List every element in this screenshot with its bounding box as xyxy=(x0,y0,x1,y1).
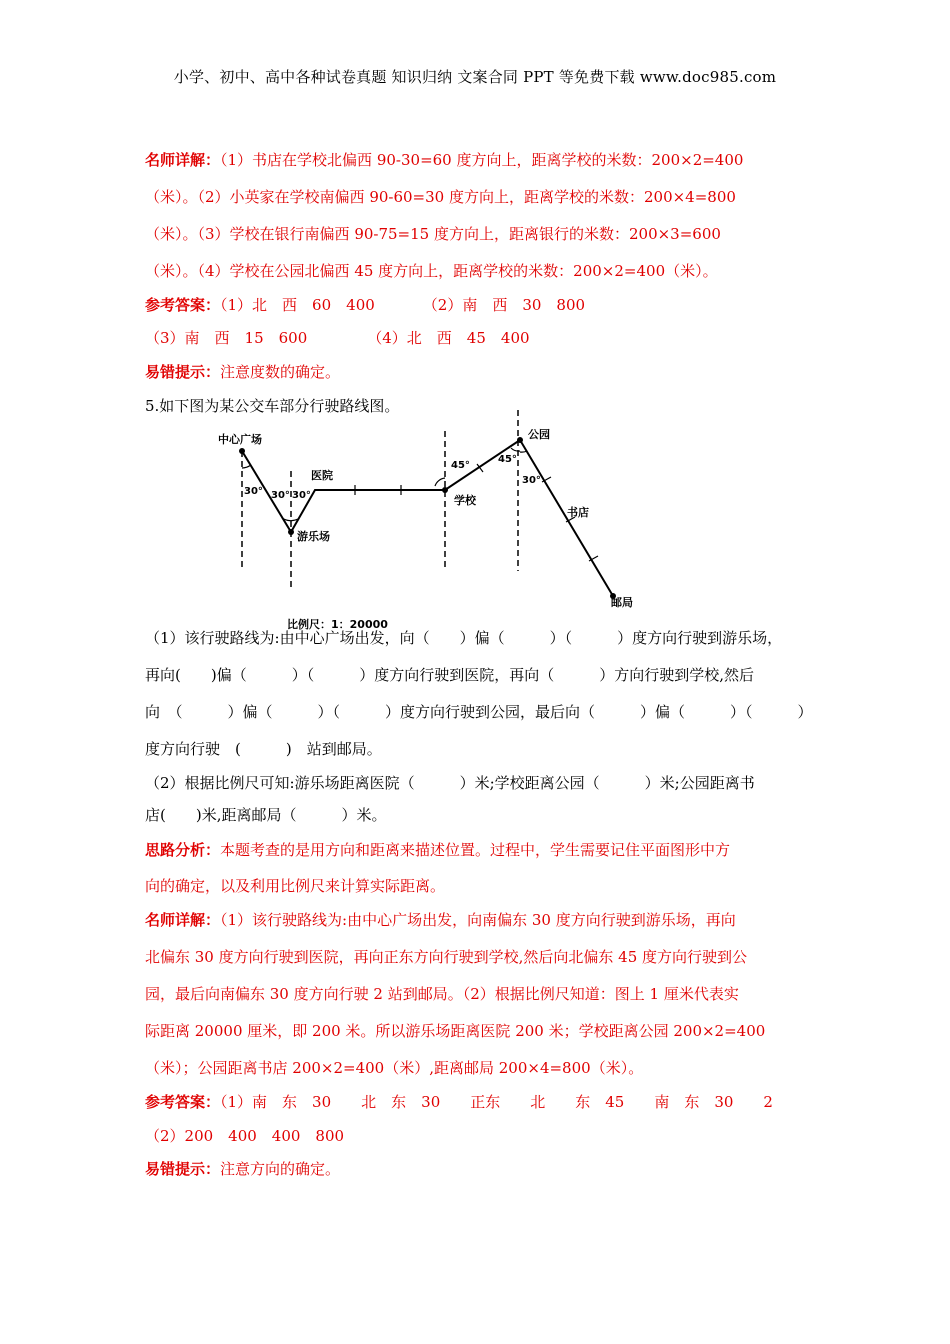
answer5-line-2: （2）200 400 400 800 xyxy=(145,1127,345,1145)
analysis-text: 本题考查的是用方向和距离来描述位置。过程中，学生需要记住平面图形中方 xyxy=(220,841,731,859)
explain-line-4: （米）。（4）学校在公园北偏西 45 度方向上，距离学校的米数：200×2=400（米）。 xyxy=(145,262,718,280)
explain5-text: （1）该行驶路线为:由中心广场出发，向南偏东 30 度方向行驶到游乐场，再向 xyxy=(220,911,736,929)
explain5-line-3: 园，最后向南偏东 30 度方向行驶 2 站到邮局。（2）根据比例尺知道：图上 1 厘米代表实 xyxy=(145,985,739,1003)
stop-center-square xyxy=(239,448,245,454)
answer-part: （3）南 西 15 600 xyxy=(145,329,308,347)
tip-label: 易错提示： xyxy=(145,363,221,381)
q2-line-1: （2）根据比例尺可知:游乐场距离医院（ ）米;学校距离公园（ ）米;公园距离书 xyxy=(145,774,755,792)
explain-line-1 xyxy=(145,150,743,170)
answer-part: （1）北 西 60 400 xyxy=(220,296,375,314)
angle-arc xyxy=(242,465,251,468)
explain5-line-4: 际距离 20000 厘米，即 200 米。所以游乐场距离医院 200 米；学校距离公园 200×2=400 xyxy=(145,1022,766,1040)
answer5-label: 参考答案： xyxy=(145,1093,221,1111)
tip5-line xyxy=(145,1159,340,1179)
tip-text: 注意度数的确定。 xyxy=(220,363,341,381)
answer-part: （2）南 西 30 800 xyxy=(422,296,586,314)
explain-text: （1）书店在学校北偏西 90-30=60 度方向上，距离学校的米数：200×2=400 xyxy=(220,151,744,169)
label-school: 学校 xyxy=(454,494,476,507)
angle-label: 30° xyxy=(244,486,263,497)
tip5-label: 易错提示： xyxy=(145,1160,221,1178)
angle-label: 45° xyxy=(498,454,517,465)
answer-part: （4）北 西 45 400 xyxy=(367,329,530,347)
label-center-square: 中心广场 xyxy=(218,433,262,446)
explain5-line-1 xyxy=(145,910,736,930)
question-title: 5.如下图为某公交车部分行驶路线图。 xyxy=(145,397,400,415)
tip5-text: 注意方向的确定。 xyxy=(220,1160,341,1178)
page-header: 小学、初中、高中各种试卷真题 知识归纳 文案合同 PPT 等免费下载 www.doc985.com xyxy=(173,68,777,86)
scale-label: 比例尺：1：20000 xyxy=(287,618,388,631)
analysis-label: 思路分析： xyxy=(145,841,221,859)
label-park: 公园 xyxy=(528,428,550,441)
label-post: 邮局 xyxy=(611,596,633,609)
stop-park xyxy=(517,437,523,443)
explain5-line-5: （米）；公园距离书店 200×2=400（米）,距离邮局 200×4=800（米）。 xyxy=(145,1059,644,1077)
stop-school xyxy=(442,487,448,493)
answer-line-1 xyxy=(145,295,585,315)
q1-line-2: 再向( )偏（ ）（ ）度方向行驶到医院，再向（ ）方向行驶到学校,然后 xyxy=(145,666,754,684)
route-diagram xyxy=(215,406,645,631)
angle-label: 30° xyxy=(292,490,311,501)
angle-label: 30° xyxy=(522,475,541,486)
answer5-line-1 xyxy=(145,1092,773,1112)
angle-label: 30° xyxy=(271,490,290,501)
explain5-label: 名师详解： xyxy=(145,911,221,929)
explain5-line-2: 北偏东 30 度方向行驶到医院，再向正东方向行驶到学校,然后向北偏东 45 度方向行驶到公 xyxy=(145,948,748,966)
explain-line-3: （米）。（3）学校在银行南偏西 90-75=15 度方向上，距离银行的米数：200×3=600 xyxy=(145,225,721,243)
analysis-line-2: 向的确定，以及利用比例尺来计算实际距离。 xyxy=(145,877,446,895)
answer-label: 参考答案： xyxy=(145,296,221,314)
q1-line-1: （1）该行驶路线为:由中心广场出发，向（ ）偏（ ）（ ）度方向行驶到游乐场， xyxy=(145,629,783,647)
bus-route xyxy=(242,440,613,596)
angle-arc xyxy=(435,478,445,486)
angle-label: 45° xyxy=(451,460,470,471)
analysis-line-1 xyxy=(145,840,730,860)
answer-line-2 xyxy=(145,328,530,348)
stop-amusement xyxy=(288,529,294,535)
label-hospital: 医院 xyxy=(311,469,333,482)
label-amusement: 游乐场 xyxy=(297,530,330,543)
angle-arc xyxy=(520,451,527,452)
q1-line-3: 向 （ ）偏（ ）（ ）度方向行驶到公园，最后向（ ）偏（ ）（ ） xyxy=(145,703,813,721)
answer5-text: （1）南 东 30 北 东 30 正东 北 东 45 南 东 30 2 xyxy=(220,1093,773,1111)
angle-arc xyxy=(511,448,520,451)
q2-line-2: 店( )米,距离邮局（ ）米。 xyxy=(145,806,387,824)
explain-label: 名师详解： xyxy=(145,151,221,169)
tip-line xyxy=(145,362,340,382)
explain-line-2: （米）。（2）小英家在学校南偏西 90-60=30 度方向上，距离学校的米数：200×4=800 xyxy=(145,188,736,206)
label-bookstore: 书店 xyxy=(567,506,589,519)
q1-line-4: 度方向行驶 ( ) 站到邮局。 xyxy=(145,740,382,758)
